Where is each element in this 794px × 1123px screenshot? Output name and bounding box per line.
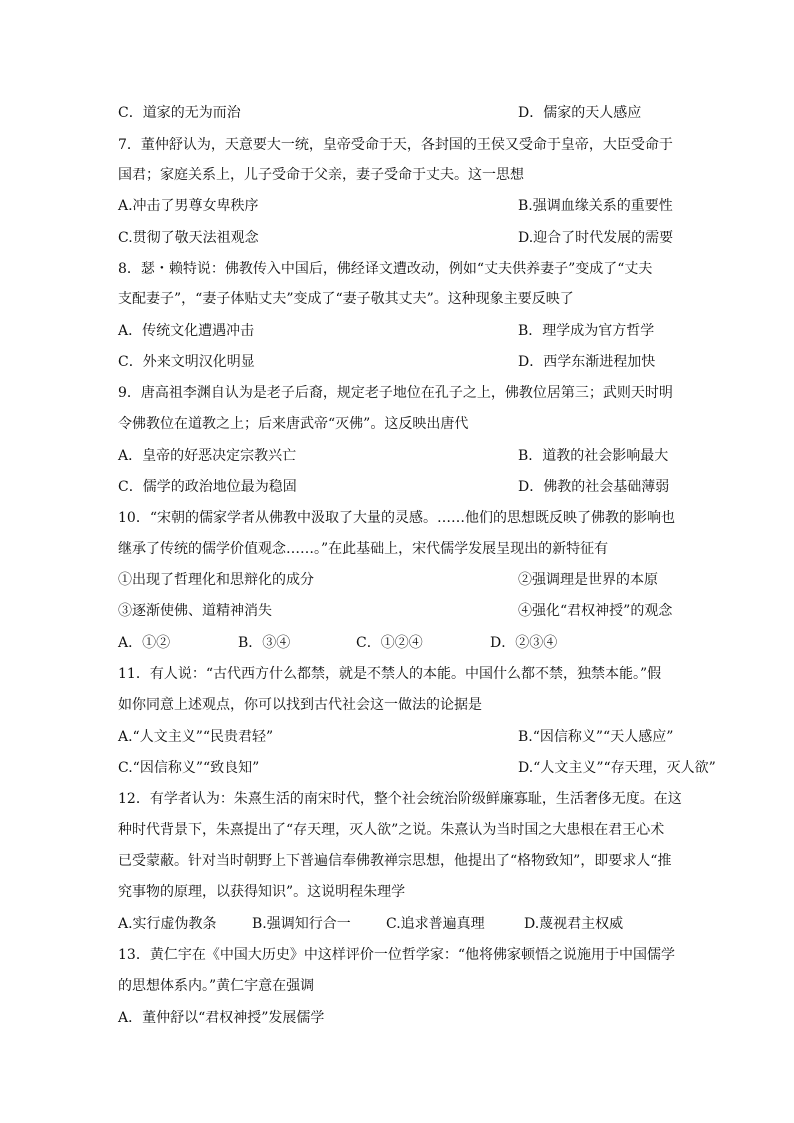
q9-option-d: D．佛教的社会基础薄弱: [518, 479, 670, 495]
q12-stem-line-2: 种时代背景下，朱熹提出了“存天理，灭人欲”之说。朱熹认为当时国之大患根在君王心术: [118, 822, 665, 838]
q7-stem-line-1: 7．董仲舒认为，天意要大一统，皇帝受命于天，各封国的王侯又受命于皇帝，大臣受命于: [118, 137, 673, 153]
q11-stem-line-2: 如你同意上述观点，你可以找到古代社会这一做法的论据是: [118, 697, 482, 713]
q9-option-a: A．皇帝的好恶决定宗教兴亡: [118, 448, 297, 464]
q9-stem-line-2: 令佛教位在道教之上；后来唐武帝“灭佛”。这反映出唐代: [118, 416, 469, 432]
q10-option-c: C．①②④: [356, 635, 423, 651]
q10-item-3: ③逐渐使佛、道精神消失: [118, 603, 272, 619]
q9-option-b: B．道教的社会影响最大: [518, 448, 669, 464]
q8-option-b: B．理学成为官方哲学: [518, 323, 655, 339]
q7-stem-line-2: 国君；家庭关系上，儿子受命于父亲，妻子受命于丈夫。这一思想: [118, 167, 524, 183]
q13-stem-line-2: 的思想体系内。”黄仁宇意在强调: [118, 978, 315, 994]
q12-option-c: C.追求普遍真理: [386, 916, 485, 932]
q10-options-row: [118, 633, 678, 653]
q6-option-d: D．儒家的天人感应: [518, 105, 642, 121]
q12-option-a: A.实行虚伪教条: [118, 916, 217, 932]
q13-option-a: A．董仲舒以“君权神授”发展儒学: [118, 1010, 325, 1026]
q10-item-2: ②强调理是世界的本原: [518, 572, 658, 588]
q11-stem-line-1: 11．有人说：“古代西方什么都禁，就是不禁人的本能。中国什么都不禁，独禁本能。”假: [118, 666, 662, 682]
q6-options-row-2: [118, 103, 678, 123]
q7-option-c: C.贯彻了敬天法祖观念: [118, 230, 259, 246]
q11-options-row-1: [118, 727, 678, 747]
q8-stem-line-2: 支配妻子”，“妻子体贴丈夫”变成了“妻子敬其丈夫”。这种现象主要反映了: [118, 291, 574, 307]
q11-option-a: A.“人文主义”“民贵君轻”: [118, 729, 274, 745]
q12-stem-line-3: 已受蒙蔽。针对当时朝野上下普遍信奉佛教禅宗思想，他提出了“格物致知”，即要求人“推: [118, 853, 672, 869]
q13-stem-line-1: 13．黄仁宇在《中国大历史》中这样评价一位哲学家：“他将佛家顿悟之说施用于中国儒学: [118, 947, 675, 963]
q12-options-row: [118, 914, 678, 934]
q9-options-row-1: [118, 446, 678, 466]
q10-option-b: B．③④: [238, 635, 291, 651]
q9-option-c: C．儒学的政治地位最为稳固: [118, 479, 297, 495]
q7-option-d: D.迎合了时代发展的需要: [518, 230, 674, 246]
q10-items-row-1: [118, 570, 678, 590]
q10-stem-line-2: 继承了传统的儒学价值观念……。”在此基础上，宋代儒学发展呈现出的新特征有: [118, 541, 609, 557]
q12-stem-line-4: 究事物的原理，以获得知识”。这说明程朱理学: [118, 884, 406, 900]
q10-item-4: ④强化“君权神授”的观念: [518, 603, 673, 619]
q8-stem-line-1: 8．瑟・赖特说：佛教传入中国后，佛经译文遭改动，例如“丈夫供养妻子”变成了“丈夫: [118, 261, 653, 277]
q7-option-b: B.强调血缘关系的重要性: [518, 198, 673, 214]
q8-options-row-2: [118, 352, 678, 372]
q10-stem-line-1: 10．“宋朝的儒家学者从佛教中汲取了大量的灵感。……他们的思想既反映了佛教的影响也: [118, 510, 675, 526]
q8-option-c: C．外来文明汉化明显: [118, 354, 255, 370]
q10-items-row-2: [118, 601, 678, 621]
q6-option-c: C．道家的无为而治: [118, 105, 241, 121]
q8-options-row-1: [118, 321, 678, 341]
q11-option-d: D.“人文主义”“存天理，灭人欲”: [518, 760, 716, 776]
q8-option-a: A．传统文化遭遇冲击: [118, 323, 255, 339]
q9-options-row-2: [118, 477, 678, 497]
q11-option-c: C.“因信称义”“致良知”: [118, 760, 260, 776]
q10-item-1: ①出现了哲理化和思辩化的成分: [118, 572, 314, 588]
q7-options-row-1: [118, 196, 678, 216]
q10-option-a: A．①②: [118, 635, 171, 651]
q7-option-a: A.冲击了男尊女卑秩序: [118, 198, 259, 214]
q12-option-d: D.蔑视君主权威: [524, 916, 624, 932]
q12-option-b: B.强调知行合一: [252, 916, 351, 932]
q7-options-row-2: [118, 228, 678, 248]
q11-option-b: B.“因信称义”“天人感应”: [518, 729, 674, 745]
q8-option-d: D．西学东渐进程加快: [518, 354, 656, 370]
q9-stem-line-1: 9．唐高祖李渊自认为是老子后裔，规定老子地位在孔子之上，佛教位居第三；武则天时明: [118, 385, 673, 401]
q11-options-row-2: [118, 758, 716, 778]
q12-stem-line-1: 12．有学者认为：朱熹生活的南宋时代，整个社会统治阶级鲜廉寡耻，生活奢侈无度。在这: [118, 791, 682, 807]
q10-option-d: D．②③④: [490, 635, 558, 651]
